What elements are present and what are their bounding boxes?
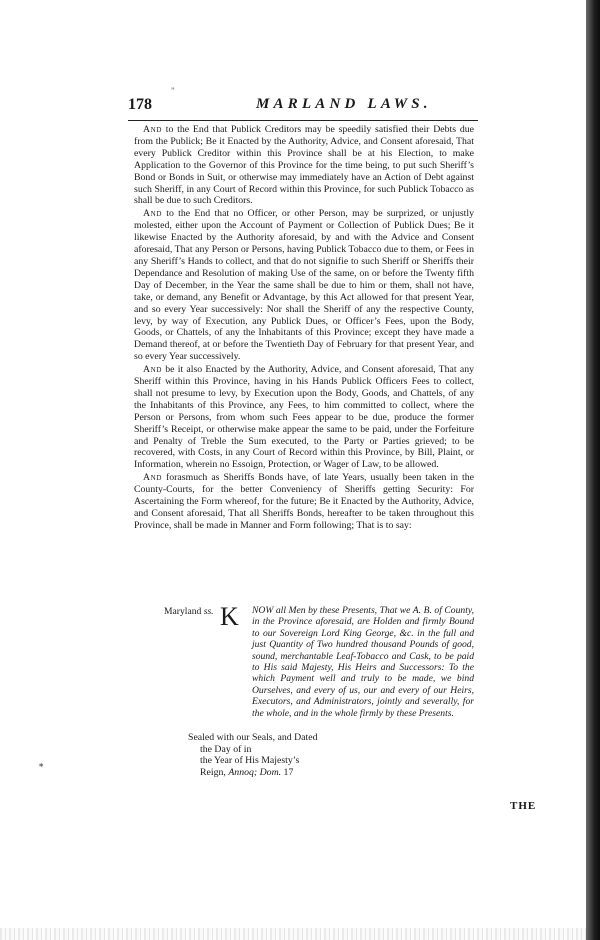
sealed-reign: Reign,: [200, 766, 229, 778]
header-rule: [128, 120, 478, 121]
sealed-line: the Year of His Majesty’s: [200, 755, 300, 767]
sealed-annoq: Annoq; Dom.: [228, 766, 282, 778]
paragraph-text: to the End that Publick Creditors may be speedily satisfied their Debts due from the Publick; Be it Enacted by the Authority, Advice, and Consent aforesaid, That every Publick Creditor within this Province shall be at his Election, to make Application to the Governor of this Province for the time being, to put such Sheriff’s Bond or Bonds in Suit, or otherwise may immediately have an Action of Debt against such Sheriff, in any Court of Record within this Province, for such Publick Tobacco as shall be due to such Creditors.: [134, 124, 474, 207]
page-header: [128, 96, 478, 120]
paragraph: [134, 364, 474, 471]
sealed-line: Sealed with our Seals, and Dated: [188, 732, 318, 743]
paragraph-lead: And: [143, 124, 162, 135]
running-title: MARLAND LAWS.: [256, 96, 432, 112]
scan-noise-bottom: [0, 928, 586, 940]
paragraph-lead: And: [143, 472, 162, 484]
paragraph-text: to the End that no Officer, or other Person, may be surprized, or unjustly molested, either upon the Account of Payment or Collection of Publick Dues; Be it likewise Enacted by the Authority aforesaid, by and with the Advice and Consent aforesaid, That any Person or Persons, having Publick Tobacco due to them, or Fees in any Sheriff’s Hands to collect, and that do not signifie to such Sheriff or Sheriffs their Dependance and Resolution of making Use of the same, on or before the Twenty fifth Day of December, in the Year the same shall be due to him or them, shall not have, take, or demand, any Benefit or Advantage, by this Act allowed for that present Year, and so every Year successively: Nor shall the Sheriff of any the respective County, levy, by way of Execution, any Publick Dues, or Officer’s Fees, upon the Body, Goods, or Chattels, of any the Inhabitants of this Province; except they have made a Demand thereof, at or before the Twentieth Day of February for that present Year, and so every Year successively.: [134, 208, 474, 363]
page-number: 178: [128, 96, 152, 113]
sealed-line: [188, 767, 388, 779]
sealed-line: the Day of in: [200, 743, 252, 755]
scan-dark-edge: [586, 0, 600, 940]
catchword: THE: [510, 800, 537, 812]
margin-ink-mark: ∗: [38, 760, 45, 770]
bond-place: [164, 606, 214, 617]
top-ink-mark: ”: [171, 86, 175, 95]
paragraph: [134, 208, 474, 363]
sealed-year: 17: [281, 766, 294, 778]
sealed-clause: [188, 732, 388, 778]
paragraph-lead: And: [143, 208, 162, 220]
bond-drop-initial: K: [220, 602, 239, 631]
body-text: [134, 124, 474, 533]
paragraph-lead: And: [143, 364, 162, 376]
paragraph-text: be it also Enacted by the Authority, Advice, and Consent aforesaid, That any Sheriff within this Province, having in his Hands Publick Officers Fees to collect, shall not presume to levy, by Execution upon the Body, Goods, and Chattels, of any the Inhabitants of this Province, any Fees, to him committed to collect, where the Person or Persons, from whom such Fees appear to be due, produce the former Sheriff’s Receipt, or otherwise make appear the same to be paid, under the Forfeiture and Penalty of Treble the Sum executed, to the Party or Parties grieved; to be recovered, with Costs, in any Court of Record within this Province, by Bill, Plaint, or Information, wherein no Essoign, Protection, or Wager of Law, to be allowed.: [134, 364, 474, 471]
paragraph: [134, 124, 474, 207]
paragraph-text: forasmuch as Sheriffs Bonds have, of late Years, usually been taken in the County-Courts, for the better Conveniency of Sheriffs getting Security: For Ascertaining the Form whereof, for the future; Be it Enacted by the Authority, Advice, and Consent aforesaid, That all Sheriffs Bonds, hereafter to be taken throughout this Province, shall be made in Manner and Form following; That is to say:: [134, 472, 474, 531]
paragraph: [134, 472, 474, 532]
bond-form-text: NOW all Men by these Presents, That we A. B. of County, in the Province aforesaid, are Holden and firmly Bound to our Sovereign Lord King George, &c. in the full and just Quantity of Two hundred thousand Pounds of good, sound, merchantable Leaf-Tobacco and Cask, to be paid to His said Majesty, His Heirs and Successors: To the which Payment well and truly to be made, we bind Ourselves, and every of us, our and every of our Heirs, Executors, and Administrators, jointly and severally, for the whole, and in the whole firmly by these Presents.: [252, 605, 474, 719]
bond-place-mark: ss.: [203, 606, 214, 617]
bond-place-name: Maryland: [164, 606, 202, 617]
